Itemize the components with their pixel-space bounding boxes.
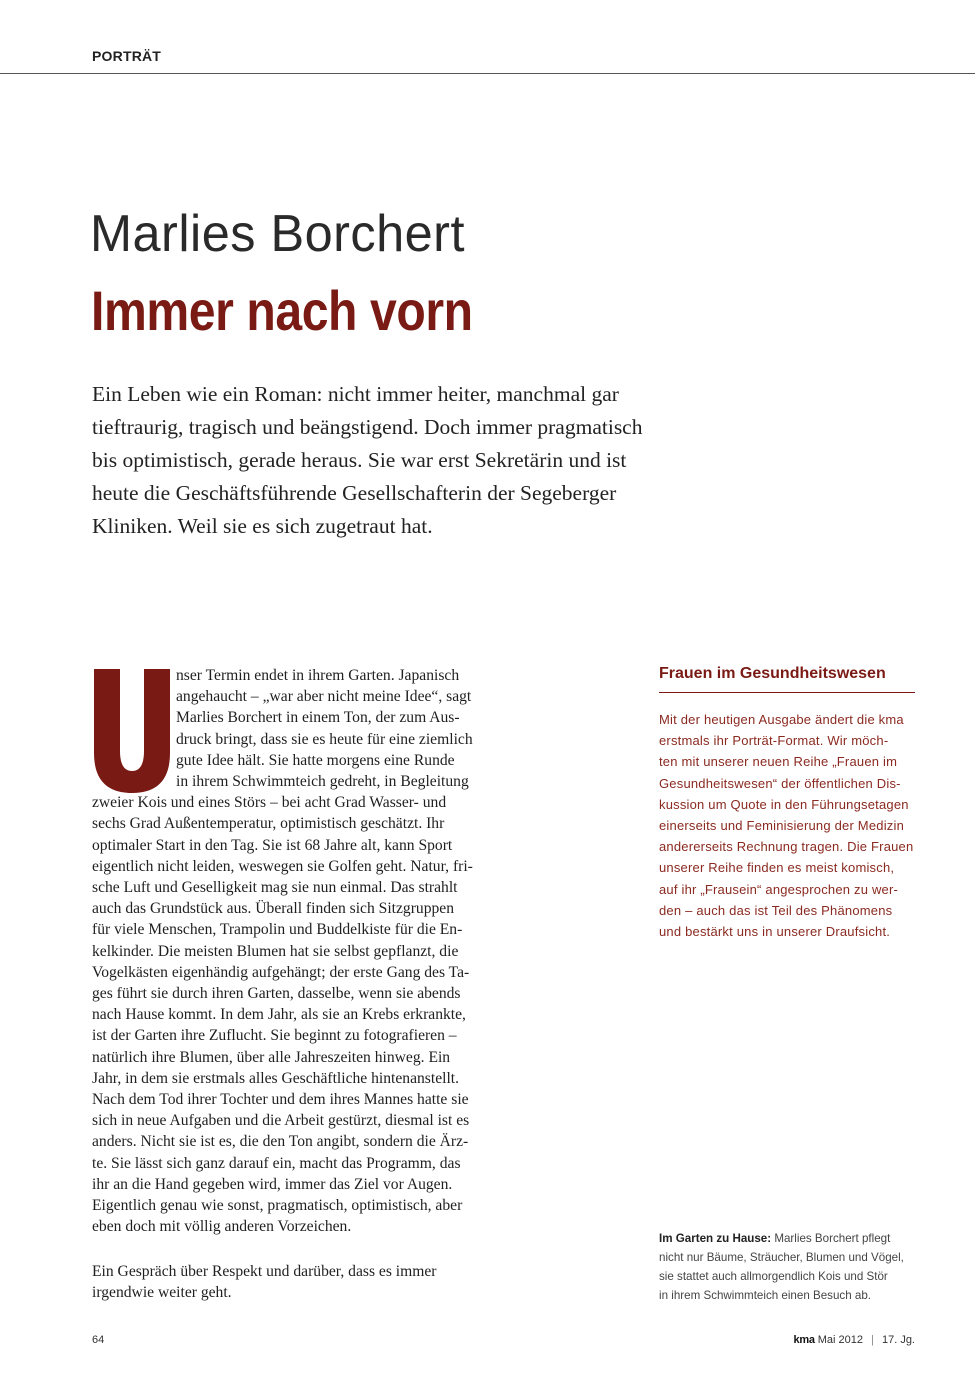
- sidebar-line: und bestärkt uns in unserer Draufsicht.: [659, 924, 891, 940]
- sidebar-title: Frauen im Gesundheitswesen: [659, 665, 886, 682]
- sidebar-line: unserer Reihe finden es meist komisch,: [659, 860, 895, 876]
- body-line: Jahr, in dem sie erstmals alles Geschäftliche hintenanstellt.: [92, 1069, 460, 1087]
- body-line: Nach dem Tod ihrer Tochter und dem ihres Mannes hatte sie: [92, 1091, 469, 1109]
- body-line: ist der Garten ihre Zuflucht. Sie beginnt zu fotografieren –: [92, 1027, 457, 1045]
- body-line: Vogelkästen eigenhändig aufgehängt; der erste Gang des Ta-: [92, 963, 470, 981]
- sidebar-line: Gesundheitswesen“ der öffentlichen Dis-: [659, 775, 901, 791]
- sidebar-text: [659, 709, 919, 942]
- footer-separator: |: [871, 1334, 874, 1346]
- body-line: anders. Nicht sie ist es, die den Ton angibt, sondern die Ärz-: [92, 1133, 469, 1151]
- body-line: angehaucht – „war aber nicht meine Idee“, sagt: [176, 688, 472, 706]
- lead-line: tieftraurig, tragisch und beängstigend. Doch immer pragmatisch: [92, 415, 643, 439]
- sidebar-line: erstmals ihr Porträt-Format. Wir möch-: [659, 733, 889, 749]
- body-line: Marlies Borchert in einem Ton, der zum Aus-: [176, 709, 460, 727]
- page-number: 64: [92, 1334, 105, 1346]
- body-line: ges führt sie durch ihren Garten, dasselbe, wenn sie abends: [92, 985, 461, 1003]
- body-line: sche Luft und Geselligkeit mag sie nun einmal. Das strahlt: [92, 879, 458, 897]
- sidebar-line: kussion um Quote in den Führungsetagen: [659, 796, 909, 812]
- body-line: eben doch mit völlig anderen Vorzeichen.: [92, 1218, 352, 1236]
- body-line: optimaler Start in den Tag. Sie ist 68 Jahre alt, kann Sport: [92, 836, 453, 854]
- body-line: Eigentlich genau wie sonst, pragmatisch, optimistisch, aber: [92, 1197, 463, 1215]
- sidebar-line: einerseits und Feminisierung der Medizin: [659, 818, 905, 834]
- body-line: gute Idee hält. Sie hatte morgens eine Runde: [176, 751, 455, 769]
- body-line: te. Sie lässt sich ganz darauf ein, macht das Programm, das: [92, 1154, 461, 1172]
- drop-cap: [92, 667, 172, 795]
- body-line: sich in neue Aufgaben und die Arbeit gestürzt, diesmal ist es: [92, 1112, 470, 1130]
- lead-line: Ein Leben wie ein Roman: nicht immer heiter, manchmal gar: [92, 382, 619, 406]
- headline: Immer nach vorn: [91, 279, 473, 342]
- caption-line: sie stattet auch allmorgendlich Kois und Stör: [659, 1270, 888, 1283]
- body-line: natürlich ihre Blumen, über alle Jahreszeiten hinweg. Ein: [92, 1048, 451, 1066]
- lead-line: bis optimistisch, gerade heraus. Sie war erst Sekretärin und ist: [92, 448, 627, 472]
- caption-line: in ihrem Schwimmteich einen Besuch ab.: [659, 1289, 872, 1302]
- caption-line: [659, 1229, 929, 1248]
- section-label: PORTRÄT: [92, 48, 162, 64]
- body-line: nach Hause kommt. In dem Jahr, als sie an Krebs erkrankte,: [92, 1006, 466, 1024]
- caption-first-line: Marlies Borchert pflegt: [771, 1232, 891, 1245]
- body-line: eigentlich nicht leiden, weswegen sie Golfen geht. Natur, fri-: [92, 857, 473, 875]
- sidebar-line: auf ihr „Frausein“ angesprochen zu wer-: [659, 881, 899, 897]
- closing-paragraph: [92, 1261, 492, 1303]
- closing-line: Ein Gespräch über Respekt und darüber, dass es immer: [92, 1263, 437, 1280]
- sidebar-line: den – auch das ist Teil des Phänomens: [659, 902, 893, 918]
- body-line: für viele Menschen, Trampolin und Buddelkiste für die En-: [92, 921, 463, 939]
- closing-line: irgendwie weiter geht.: [92, 1284, 232, 1302]
- volume: 17. Jg.: [881, 1334, 915, 1346]
- issue-date: Mai 2012: [817, 1334, 863, 1346]
- sidebar-line: andererseits Rechnung tragen. Die Frauen: [659, 839, 914, 855]
- body-text: [92, 665, 492, 1237]
- lead-line: heute die Geschäftsführende Gesellschafterin der Segeberger: [92, 481, 617, 505]
- brand-logo: kma: [793, 1334, 815, 1346]
- body-line: zweier Kois und eines Störs – bei acht Grad Wasser- und: [92, 794, 447, 812]
- photo-caption: [659, 1229, 929, 1305]
- sidebar-rule: [659, 692, 915, 693]
- lead-paragraph: [92, 378, 692, 543]
- sidebar-line: ten mit unserer neuen Reihe „Frauen im: [659, 754, 898, 770]
- body-line: nser Termin endet in ihrem Garten. Japanisch: [176, 667, 460, 684]
- body-line: ihr an die Hand gegeben wird, immer das Ziel vor Augen.: [92, 1175, 453, 1193]
- sidebar-line: Mit der heutigen Ausgabe ändert die kma: [659, 712, 904, 727]
- body-line: sechs Grad Außentemperatur, optimistisch geschätzt. Ihr: [92, 815, 445, 833]
- body-line: in ihrem Schwimmteich gedreht, in Begleitung: [176, 773, 469, 791]
- caption-lead: Im Garten zu Hause:: [659, 1232, 772, 1245]
- body-line: druck bringt, dass sie es heute für eine ziemlich: [176, 730, 473, 748]
- header-rule: [0, 73, 975, 74]
- footer-issue-info: [794, 1334, 915, 1346]
- body-line: auch das Grundstück aus. Überall finden sich Sitzgruppen: [92, 900, 455, 918]
- caption-line: nicht nur Bäume, Sträucher, Blumen und Vögel,: [659, 1251, 904, 1264]
- person-name: Marlies Borchert: [90, 205, 465, 263]
- body-line: kelkinder. Die meisten Blumen hat sie selbst gepflanzt, die: [92, 942, 459, 960]
- lead-line: Kliniken. Weil sie es sich zugetraut hat.: [92, 514, 433, 538]
